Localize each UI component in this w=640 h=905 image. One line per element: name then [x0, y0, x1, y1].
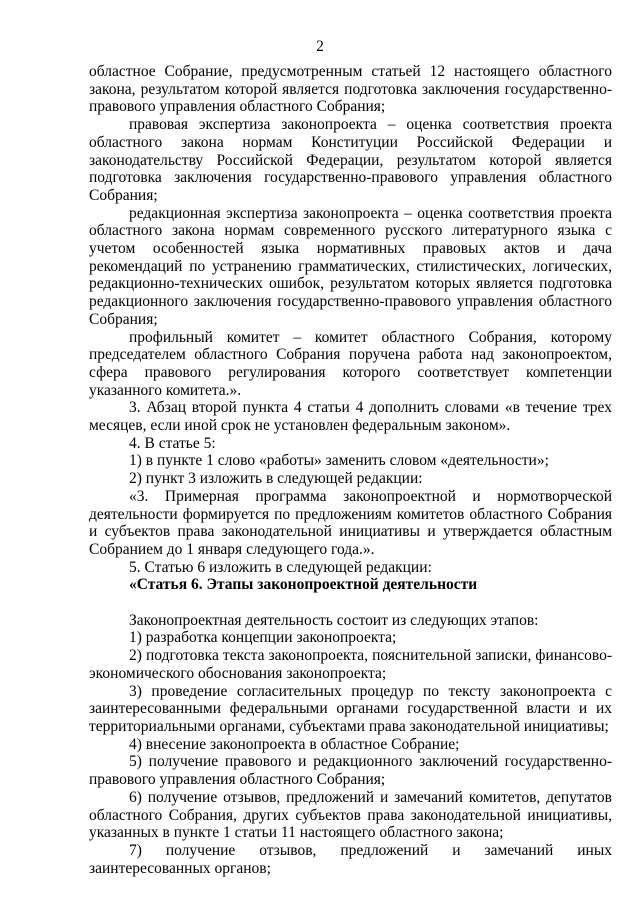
- page-number: 2: [316, 38, 324, 55]
- paragraph-continuation: областное Собрание, предусмотренным статьей 12 настоящего областного закона, результатом которой является подготовка заключения государственно-правового управления областного Собрания;: [89, 63, 612, 116]
- list-item: 5) получение правового и редакционного заключений государственно-правового управления областного Собрания;: [89, 753, 612, 789]
- paragraph-stages-intro: Законопроектная деятельность состоит из следующих этапов:: [129, 611, 539, 629]
- blank-line: [89, 594, 612, 612]
- paragraph-item-5: 5. Статью 6 изложить в следующей редакции:: [129, 558, 432, 576]
- list-item: 6) получение отзывов, предложений и замечаний комитетов, депутатов областного Собрания, других субъектов права законодательной инициативы, указанных в пункте 1 статьи 11 настоящего областного закона;: [89, 788, 612, 842]
- list-item: 4) внесение законопроекта в областное Собрание;: [129, 735, 460, 753]
- document-body: [89, 63, 612, 877]
- paragraph-item-3: 3. Абзац второй пункта 4 статьи 4 дополнить словами «в течение трех месяцев, если иной срок не установлен федеральным законом».: [89, 399, 612, 435]
- article-6-heading: «Статья 6. Этапы законопроектной деятельности: [129, 576, 478, 594]
- list-item: 7) получение отзывов, предложений и замечаний иных заинтересованных органов;: [89, 841, 612, 877]
- paragraph-editorial-expertise: редакционная экспертиза законопроекта – оценка соответствия проекта областного закона нормам современного русского литературного языка с учетом особенностей языка нормативных правовых актов и дача рекомендаций по устранению грамматических, стилистических, логических, редакционно-технических ошибок, результатом которых является подготовка редакционного заключения государственно-правового управления областного Собрания;: [89, 204, 612, 328]
- list-item: 2) подготовка текста законопроекта, пояснительной записки, финансово-экономического обоснования законопроекта;: [89, 647, 612, 682]
- paragraph-profile-committee: профильный комитет – комитет областного Собрания, которому председателем областного Собрания поручена работа над законопроектом, сфера правового регулирования которого соответствует компетенции указанного комитета.».: [89, 328, 612, 399]
- paragraph-item-4-2: 2) пункт 3 изложить в следующей редакции:: [129, 470, 423, 488]
- list-item: 1) разработка концепции законопроекта;: [129, 629, 397, 647]
- paragraph-new-point-3: «3. Примерная программа законопроектной и нормотворческой деятельности формируется по предложениям комитетов областного Собрания и субъектов права законодательной инициативы и утверждается областным Собранием до 1 января следующего года.».: [89, 487, 612, 558]
- paragraph-legal-expertise: правовая экспертиза законопроекта – оценка соответствия проекта областного закона нормам Конституции Российской Федерации и законодательству Российской Федерации, результатом которой является подготовка заключения государственно-правового управления областного Собрания;: [89, 116, 612, 204]
- paragraph-item-4: 4. В статье 5:: [129, 434, 216, 452]
- paragraph-item-4-1: 1) в пункте 1 слово «работы» заменить словом «деятельности»;: [129, 452, 549, 470]
- list-item: 3) проведение согласительных процедур по тексту законопроекта с заинтересованными федеральными органами государственной власти и их территориальными органами, субъектами права законодательной инициативы;: [89, 682, 612, 735]
